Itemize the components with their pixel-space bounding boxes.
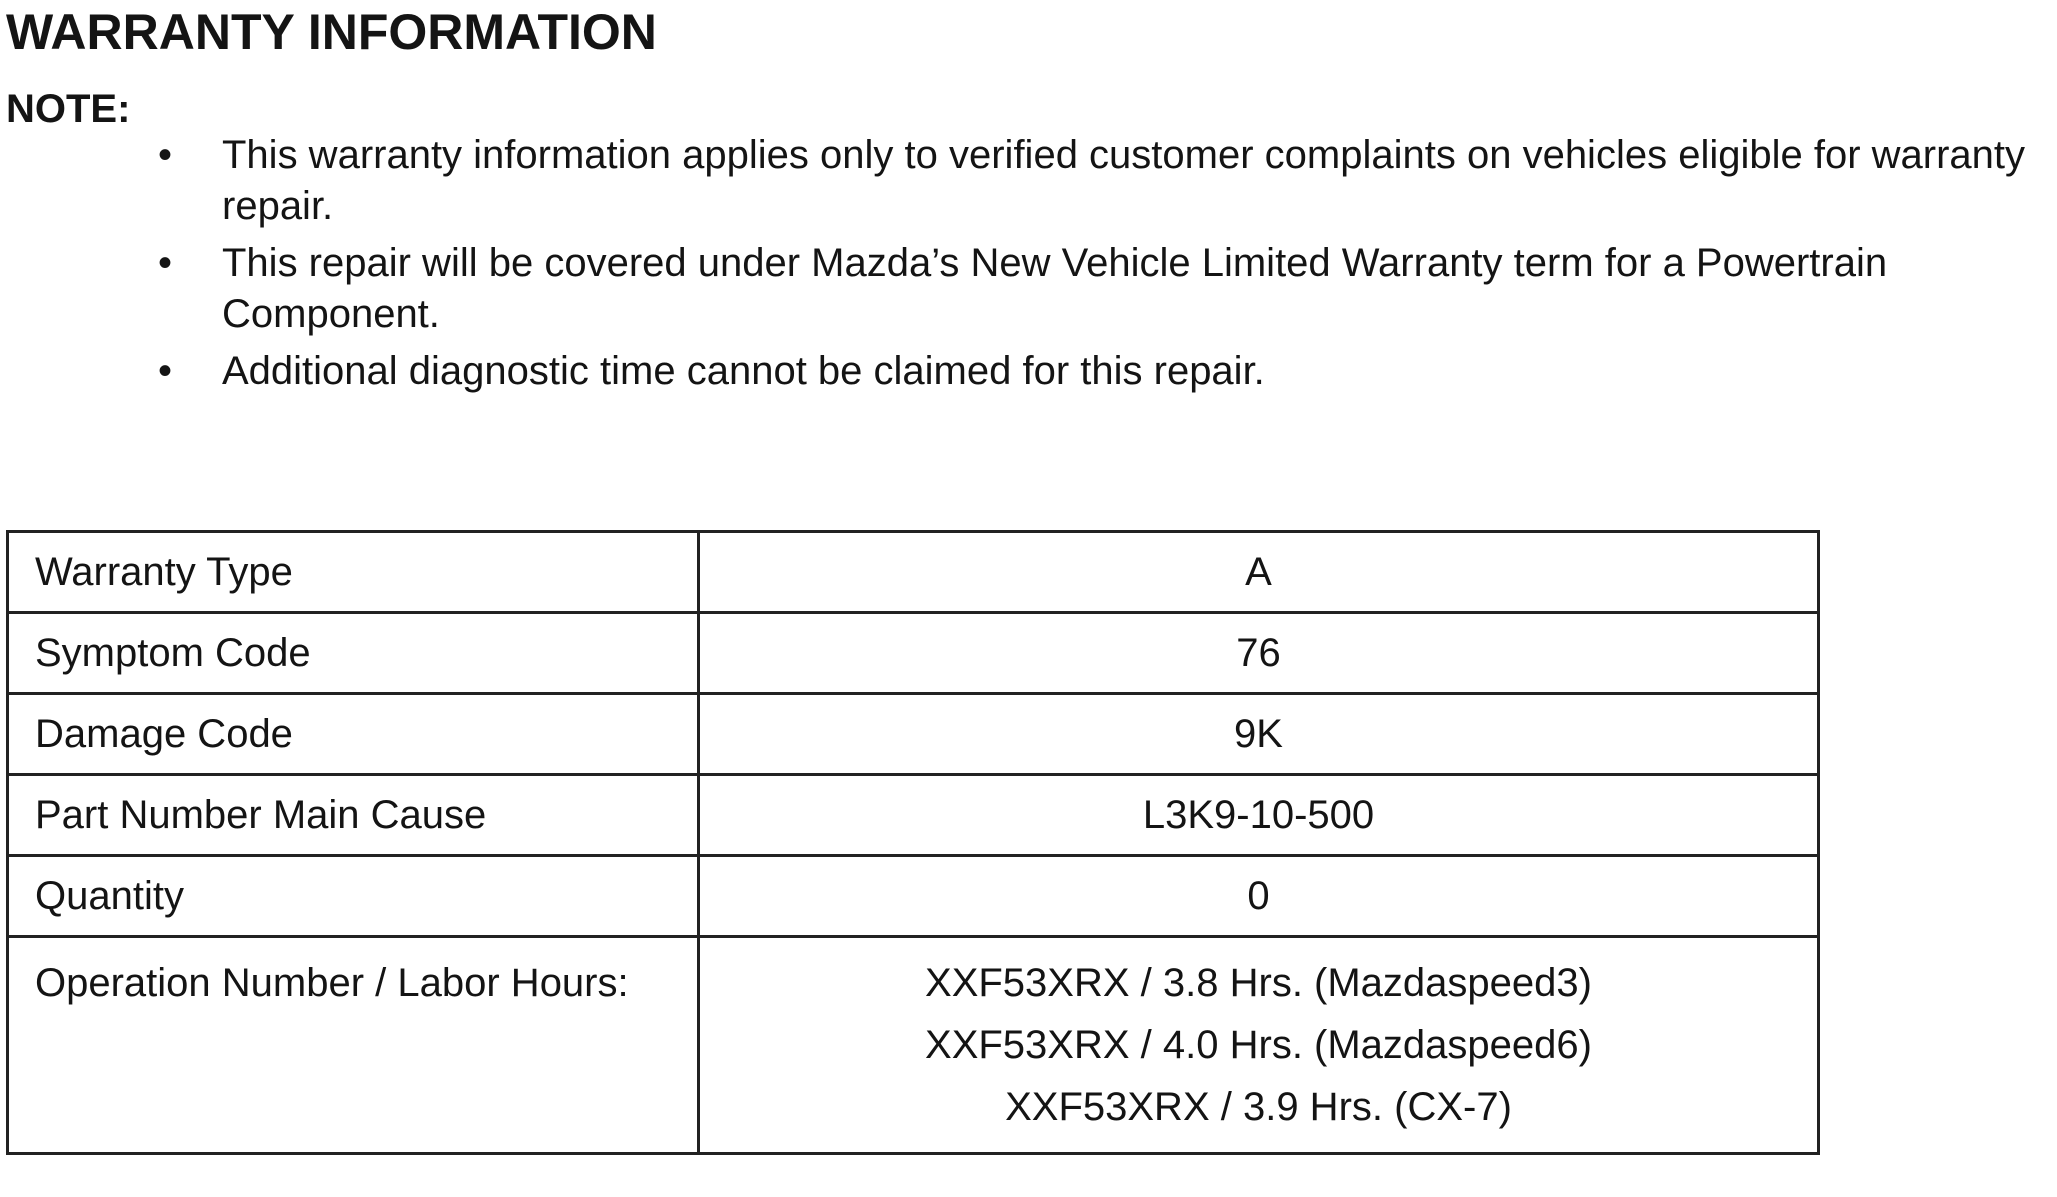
page-title: WARRANTY INFORMATION (6, 4, 657, 60)
part-number-value: L3K9-10-500 (699, 775, 1819, 856)
note-label: NOTE: (6, 87, 131, 131)
note-item (150, 238, 2050, 340)
warranty-type-value: A (699, 532, 1819, 613)
note-item (150, 130, 2050, 232)
warranty-table (6, 530, 1820, 1155)
symptom-code-label: Symptom Code (8, 613, 699, 694)
table-row (8, 532, 1819, 613)
bullet-icon: • (157, 349, 172, 393)
notes-list (150, 130, 2050, 403)
bullet-icon: • (157, 241, 172, 285)
bullet-icon: • (157, 133, 172, 177)
note-text: This repair will be covered under Mazda’s New Vehicle Limited Warranty term for a Powertrain Component. (222, 241, 1888, 336)
note-text: This warranty information applies only to verified customer complaints on vehicles eligible for warranty repair. (222, 133, 2026, 228)
operation-line: XXF53XRX / 4.0 Hrs. (Mazdaspeed6) (925, 1023, 1592, 1067)
note-text: Additional diagnostic time cannot be claimed for this repair. (222, 349, 1265, 393)
quantity-value: 0 (699, 856, 1819, 937)
operation-number-label: Operation Number / Labor Hours: (8, 937, 699, 1154)
warranty-type-label: Warranty Type (8, 532, 699, 613)
table-row (8, 775, 1819, 856)
table-row (8, 937, 1819, 1154)
operation-line: XXF53XRX / 3.8 Hrs. (Mazdaspeed3) (925, 961, 1592, 1005)
symptom-code-value: 76 (699, 613, 1819, 694)
table-row (8, 613, 1819, 694)
damage-code-label: Damage Code (8, 694, 699, 775)
table-row (8, 856, 1819, 937)
note-item (150, 346, 2050, 397)
damage-code-value: 9K (699, 694, 1819, 775)
operation-line: XXF53XRX / 3.9 Hrs. (CX-7) (1005, 1085, 1512, 1129)
part-number-label: Part Number Main Cause (8, 775, 699, 856)
quantity-label: Quantity (8, 856, 699, 937)
operation-number-values (699, 937, 1819, 1154)
table-row (8, 694, 1819, 775)
